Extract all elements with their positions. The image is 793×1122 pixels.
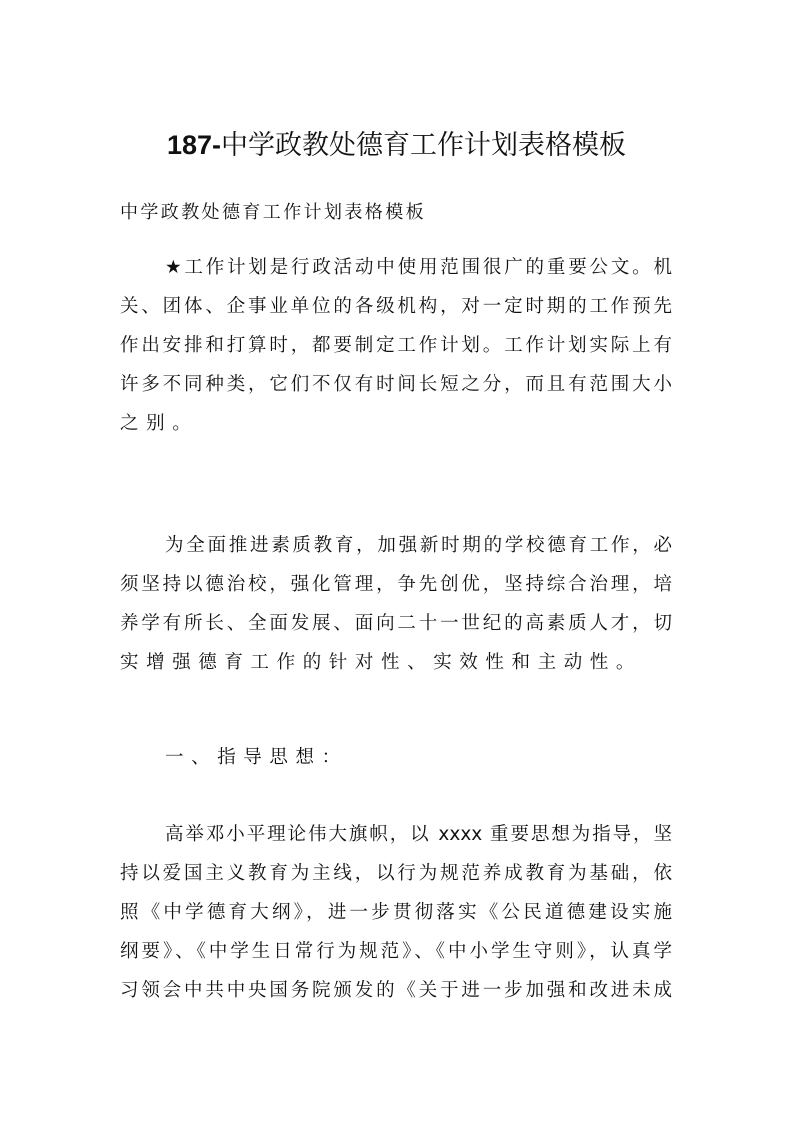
text-line: 持以爱国主义教育为主线，以行为规范养成教育为基础，依 <box>120 863 672 884</box>
text-line: 作出安排和打算时，都要制定工作计划。工作计划实际上有 <box>120 335 672 356</box>
text-line: ★工作计划是行政活动中使用范围很广的重要公文。机 <box>165 257 672 278</box>
text-line: 高举邓小平理论伟大旗帜，以 xxxx 重要思想为指导，坚 <box>165 824 672 845</box>
title-number: 187- <box>166 130 222 160</box>
text-line: 之别。 <box>120 413 199 434</box>
text-line: 习领会中共中央国务院颁发的《关于进一步加强和改进未成 <box>120 980 672 1001</box>
document-subtitle: 中学政教处德育工作计划表格模板 <box>120 202 426 223</box>
text-line: 照《中学德育大纲》，进一步贯彻落实《公民道德建设实施 <box>120 902 672 923</box>
heading-guiding-ideology: 一、指导思想： <box>165 747 348 768</box>
text-line: 养学有所长、全面发展、面向二十一世纪的高素质人才，切 <box>120 613 672 634</box>
paragraph-guiding <box>120 815 672 1010</box>
section-heading <box>120 738 672 777</box>
text-line: 许多不同种类，它们不仅有时间长短之分，而且有范围大小 <box>120 374 672 395</box>
text-line: 实增强德育工作的针对性、实效性和主动性。 <box>120 652 643 673</box>
text-line: 为全面推进素质教育，加强新时期的学校德育工作，必 <box>165 535 672 556</box>
text-line: 关、团体、企事业单位的各级机构，对一定时期的工作预先 <box>120 296 672 317</box>
title-text: 中学政教处德育工作计划表格模板 <box>221 130 627 161</box>
document-title <box>0 124 793 167</box>
paragraph-purpose <box>120 526 672 682</box>
text-line: 纲要》、《中学生日常行为规范》、《中小学生守则》，认真学 <box>120 941 672 962</box>
text-line: 须坚持以德治校，强化管理，争先创优，坚持综合治理，培 <box>120 574 672 595</box>
paragraph-intro <box>120 248 672 443</box>
